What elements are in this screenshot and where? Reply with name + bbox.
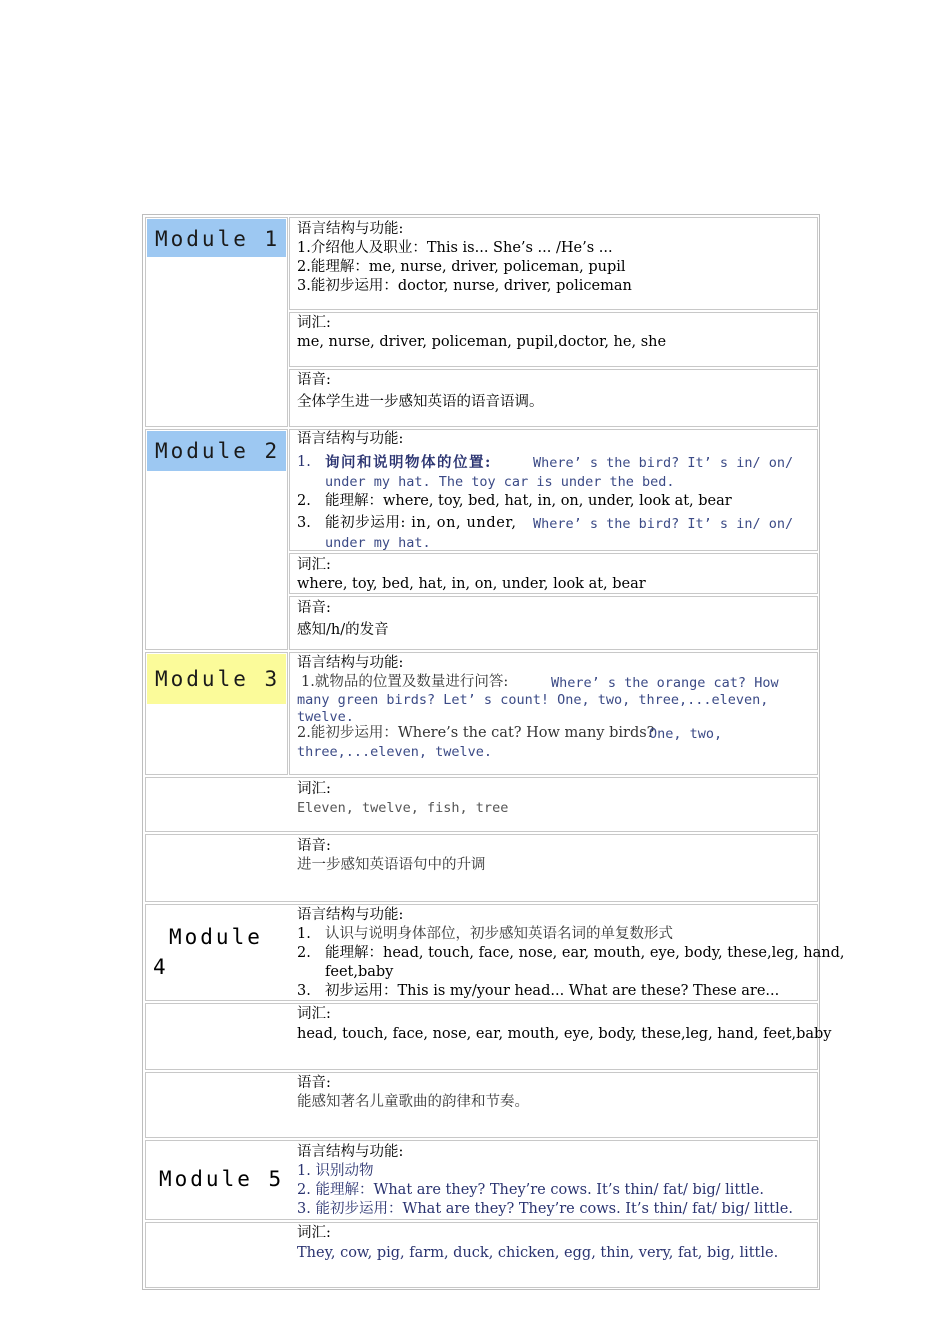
module-5-vocab: They, cow, pig, farm, duck, chicken, egg, thin, very, fat, big, little.	[297, 1245, 779, 1261]
module-3-s1-en-b: many green birds? Let’ s count! One, two, three,...eleven,	[297, 692, 769, 708]
module-4-s2-b: feet,baby	[325, 964, 394, 980]
module-1-label: Module 1	[147, 219, 286, 257]
module-3-label: Module 3	[147, 654, 286, 704]
module-2-s1-en-b: under my hat. The toy car is under the bed.	[325, 474, 675, 490]
module-1-struct-title: 语言结构与功能:	[297, 221, 404, 237]
module-2-s3-en-b: under my hat.	[325, 535, 431, 551]
module-3-s2-en-b: three,...eleven, twelve.	[297, 744, 493, 760]
module-4-s1: 认识与说明身体部位，初步感知英语名词的单复数形式	[325, 926, 673, 942]
module-4-vocab-title: 词汇:	[297, 1006, 331, 1022]
module-4-s2-num: 2.	[297, 945, 311, 961]
module-1-struct-1: 1.介绍他人及职业：This is... She’s ... /He’s ...	[297, 240, 613, 256]
module-2-label: Module 2	[147, 431, 286, 471]
module-3-phon: 进一步感知英语语句中的升调	[297, 857, 486, 873]
module-1-phon-title: 语音:	[297, 372, 331, 388]
module-2-s1-num: 1.	[297, 454, 311, 470]
module-3-s1-cn: 1.就物品的位置及数量进行问答:	[301, 674, 509, 690]
module-4-s3: 初步运用：This is my/your head... What are these? These are...	[325, 983, 780, 999]
module-2-s1-en-a: Where’ s the bird? It’ s in/ on/	[533, 455, 794, 471]
module-4-phon: 能感知著名儿童歌曲的韵律和节奏。	[297, 1094, 529, 1110]
module-3-s1-en-c: twelve.	[297, 709, 354, 725]
module-2-s3-num: 3.	[297, 515, 311, 531]
module-1-struct-2: 2.能理解：me, nurse, driver, policeman, pupil	[297, 259, 626, 275]
module-2-phon: 感知/h/的发音	[297, 622, 389, 638]
module-1-struct-3: 3.能初步运用：doctor, nurse, driver, policeman	[297, 278, 632, 294]
module-4-phon-title: 语音:	[297, 1075, 331, 1091]
module-5-s2: 2. 能理解：What are they? They’re cows. It’s thin/ fat/ big/ little.	[297, 1182, 764, 1198]
module-2-vocab: where, toy, bed, hat, in, on, under, look at, bear	[297, 576, 646, 592]
module-3-s2-cn: 2.能初步运用：Where’s the cat? How many birds?	[297, 725, 655, 741]
module-4-vocab: head, touch, face, nose, ear, mouth, eye, body, these,leg, hand, feet,baby	[297, 1026, 832, 1042]
module-5-struct-title: 语言结构与功能:	[297, 1144, 404, 1160]
module-3-phon-title: 语音:	[297, 838, 331, 854]
curriculum-table	[142, 214, 845, 1290]
module-4-s1-num: 1.	[297, 926, 311, 942]
module-2-s2-num: 2.	[297, 493, 311, 509]
module-3-vocab: Eleven, twelve, fish, tree	[297, 800, 509, 816]
module-1-phon: 全体学生进一步感知英语的语音语调。	[297, 394, 544, 410]
module-3-s2-en-a: One, two,	[649, 726, 723, 742]
module-5-vocab-title: 词汇:	[297, 1225, 331, 1241]
module-5-s3: 3. 能初步运用：What are they? They’re cows. It’s thin/ fat/ big/ little.	[297, 1201, 793, 1217]
module-1-vocab-title: 词汇:	[297, 315, 331, 331]
module-2-s2: 能理解：where, toy, bed, hat, in, on, under, look at, bear	[325, 493, 732, 509]
module-4-s3-num: 3.	[297, 983, 311, 999]
module-5-s1: 1. 识别动物	[297, 1163, 374, 1179]
module-4-label-a: Module	[169, 925, 263, 949]
module-2-struct-title: 语言结构与功能:	[297, 431, 404, 447]
module-3-struct-title: 语言结构与功能:	[297, 655, 404, 671]
module-3-vocab-title: 词汇:	[297, 781, 331, 797]
module-4-struct-title: 语言结构与功能:	[297, 907, 404, 923]
module-2-s3-en-a: Where’ s the bird? It’ s in/ on/	[533, 516, 794, 532]
module-1-vocab: me, nurse, driver, policeman, pupil,doctor, he, she	[297, 334, 667, 350]
module-2-s1-cn: 询问和说明物体的位置:	[325, 454, 492, 471]
module-4-label-b: 4	[153, 955, 169, 979]
module-4-s2-a: 能理解：head, touch, face, nose, ear, mouth, eye, body, these,leg, hand,	[325, 945, 845, 961]
module-5-label: Module 5	[159, 1167, 285, 1191]
module-2-vocab-title: 词汇:	[297, 557, 331, 573]
module-3-s1-en-a: Where’ s the orange cat? How	[551, 675, 779, 691]
module-2-s3-cn: 能初步运用: in, on, under,	[325, 515, 517, 531]
module-2-phon-title: 语音:	[297, 600, 331, 616]
